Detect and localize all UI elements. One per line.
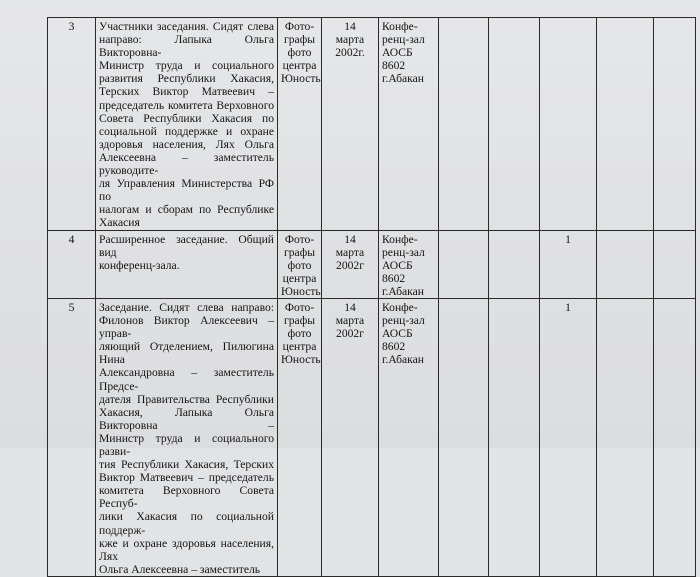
place-line: 8602 — [382, 271, 406, 285]
description-line: здоровья населения, Лях Ольга — [99, 137, 274, 151]
photo-author — [278, 298, 322, 576]
author-line: Юность — [281, 353, 321, 367]
description-line: лики Хакасия по социальной поддерж- — [99, 510, 274, 537]
photo-description — [96, 18, 278, 231]
empty-cell — [439, 18, 489, 231]
empty-cell — [654, 298, 696, 576]
description-line: развития Республики Хакасия, — [99, 72, 274, 86]
description-line: налогам и сборам по Республике — [99, 203, 274, 217]
table-row — [48, 298, 696, 576]
photo-description — [96, 230, 278, 298]
photo-author — [278, 18, 322, 231]
author-line: центра — [282, 340, 317, 354]
photo-quantity — [540, 18, 597, 231]
place-line: г.Абакан — [382, 284, 424, 298]
description-line: конференц-зала. — [99, 258, 180, 272]
description-line: Александровна – заместитель Предсе- — [99, 366, 274, 393]
date-line: 2002г. — [335, 46, 365, 60]
photo-description — [96, 298, 278, 576]
description-line: Алексеевна – заместитель руководите- — [99, 150, 274, 178]
row-number: 5 — [48, 298, 96, 576]
photo-date — [322, 298, 379, 576]
description-line: тия Республики Хакасия, Терских — [99, 458, 274, 472]
photo-quantity: 1 — [540, 230, 597, 298]
author-line: фото — [287, 46, 312, 60]
empty-cell — [597, 298, 654, 576]
photo-author — [278, 230, 322, 298]
description-line: Участники заседания. Сидят слева — [99, 20, 274, 33]
place-line: Конфе- — [382, 300, 418, 314]
author-line: центра — [282, 271, 317, 285]
photo-inventory-table — [47, 17, 696, 577]
description-line: ля Управления Министерства РФ по — [99, 177, 274, 204]
description-line: кже и охране здоровья населения, Лях — [99, 536, 274, 563]
date-line: марта — [335, 33, 365, 47]
description-line: Министр труда и социального разви- — [99, 431, 274, 458]
date-line: марта — [335, 245, 365, 259]
author-line: Фото- — [284, 232, 315, 246]
description-line: Филонов Виктор Алексеевич – управ- — [99, 314, 274, 341]
place-line: г.Абакан — [382, 353, 424, 367]
date-line: 14 — [344, 300, 356, 314]
photo-place — [379, 18, 439, 231]
empty-cell — [489, 298, 540, 576]
description-line: Терских Виктор Матвеевич – — [99, 85, 274, 99]
place-line: 8602 — [382, 59, 406, 73]
description-line: Ольга Алексеевна – заместитель — [99, 562, 261, 576]
place-line: Конфе- — [382, 20, 418, 33]
author-line: графы — [284, 314, 315, 328]
place-line: 8602 — [382, 340, 406, 354]
row-number: 3 — [48, 18, 96, 231]
date-line: 2002г — [336, 327, 364, 341]
empty-cell — [597, 18, 654, 231]
place-line: ренц-зал — [382, 314, 425, 328]
description-line: социальной поддержке и охране — [99, 124, 274, 138]
date-line: 14 — [344, 20, 356, 33]
empty-cell — [439, 298, 489, 576]
description-line: Расширенное заседание. Общий вид — [99, 232, 274, 259]
description-line: Хакасия — [99, 216, 140, 230]
author-line: Фото- — [284, 20, 315, 33]
empty-cell — [654, 18, 696, 231]
description-line: направо: Лапыка Ольга Викторовна- — [99, 33, 274, 60]
description-line: комитета Верховного Совета Респуб- — [99, 484, 274, 511]
description-line: Министр труда и социального — [99, 59, 274, 73]
author-line: фото — [287, 258, 312, 272]
empty-cell — [597, 230, 654, 298]
date-line: марта — [335, 314, 365, 328]
description-line: ляющий Отделением, Пилюгина Нина — [99, 340, 274, 367]
description-line: Хакасия, Лапыка Ольга Викторовна – — [99, 405, 274, 432]
description-line: Виктор Матвеевич – председатель — [99, 471, 274, 485]
table-row — [48, 230, 696, 298]
place-line: ренц-зал — [382, 245, 425, 259]
photo-quantity: 1 — [540, 298, 597, 576]
description-line: Заседание. Сидят слева направо: — [99, 300, 274, 314]
photo-date — [322, 230, 379, 298]
photo-date — [322, 18, 379, 231]
author-line: Юность — [281, 284, 321, 298]
table-row — [48, 18, 696, 231]
empty-cell — [489, 230, 540, 298]
empty-cell — [654, 230, 696, 298]
empty-cell — [439, 230, 489, 298]
place-line: г.Абакан — [382, 72, 424, 86]
date-line: 14 — [344, 232, 356, 246]
author-line: графы — [284, 33, 315, 47]
description-line: председатель комитета Верховного — [99, 98, 274, 112]
author-line: графы — [284, 245, 315, 259]
place-line: АОСБ — [382, 258, 413, 272]
place-line: Конфе- — [382, 232, 418, 246]
author-line: центра — [282, 59, 317, 73]
author-line: Фото- — [284, 300, 315, 314]
place-line: ренц-зал — [382, 33, 425, 47]
place-line: АОСБ — [382, 327, 413, 341]
author-line: Юность — [281, 72, 321, 86]
description-line: дателя Правительства Республики — [99, 392, 274, 406]
row-number: 4 — [48, 230, 96, 298]
author-line: фото — [287, 327, 312, 341]
empty-cell — [489, 18, 540, 231]
date-line: 2002г — [336, 258, 364, 272]
place-line: АОСБ — [382, 46, 413, 60]
description-line: Совета Республики Хакасия по — [99, 111, 274, 125]
photo-place — [379, 298, 439, 576]
photo-place — [379, 230, 439, 298]
table-body — [48, 18, 696, 577]
